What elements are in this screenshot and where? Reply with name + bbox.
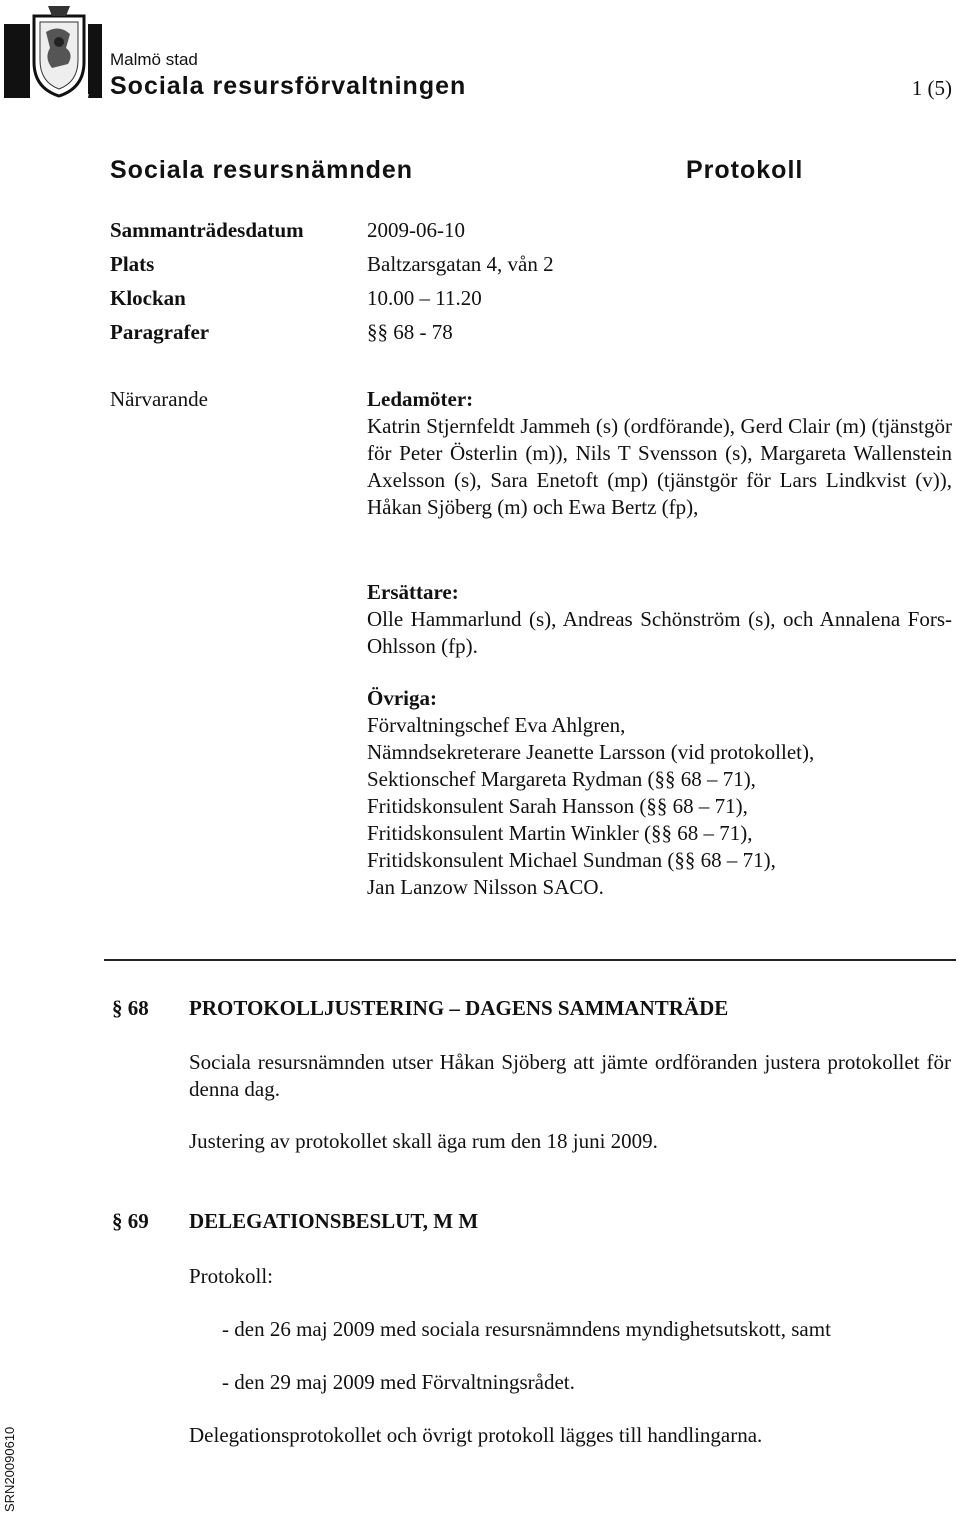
section-68-paragraph-1: Sociala resursnämnden utser Håkan Sjöberg att jämte ordföranden justera protokollet för denna dag. [189,1050,951,1101]
meeting-time-value: 10.00 – 11.20 [367,286,482,310]
substitutes-text: Olle Hammarlund (s), Andreas Schönström (s), och Annalena Fors-Ohlsson (fp). [367,607,952,658]
section-68-title: PROTOKOLLJUSTERING – DAGENS SAMMANTRÄDE [189,996,729,1020]
meeting-paragraphs-value: §§ 68 - 78 [367,320,453,344]
members-text: Katrin Stjernfeldt Jammeh (s) (ordförande), Gerd Clair (m) (tjänstgör för Peter Österlin (m)), Nils T Svensson (s), Margareta Wallenstein Axelsson (s), Sara Enetoft (mp) (tjänstgör för Lars Lindkvist (v)), Håkan Sjöberg (m) och Ewa Bertz (fp), [367,414,952,519]
substitutes-heading: Ersättare: [367,580,459,604]
page-number: 1 (5) [911,76,952,100]
others-heading: Övriga: [367,686,437,710]
meeting-date-label: Sammanträdesdatum [110,218,304,242]
document-side-code: SRN20090610 [2,1426,17,1512]
others-list [367,712,814,901]
malmo-coat-of-arms-icon [4,2,102,98]
list-item: Nämndsekreterare Jeanette Larsson (vid protokollet), [367,740,815,764]
section-69-number: § 69 [112,1209,149,1233]
list-item: Fritidskonsulent Martin Winkler (§§ 68 – 71), [367,821,753,845]
section-69-title: DELEGATIONSBESLUT, M M [189,1209,479,1233]
section-divider [104,959,956,961]
section-69-item-1: - den 26 maj 2009 med sociala resursnämndens myndighetsutskott, samt [222,1317,831,1341]
section-69-closing: Delegationsprotokollet och övrigt protokoll lägges till handlingarna. [189,1423,763,1447]
list-item: Fritidskonsulent Michael Sundman (§§ 68 – 71), [367,848,776,872]
meeting-place-label: Plats [110,252,155,276]
document-type: Protokoll [686,156,804,184]
attendance-label: Närvarande [110,387,208,411]
section-69-item-2: - den 29 maj 2009 med Förvaltningsrådet. [222,1370,575,1394]
list-item: Sektionschef Margareta Rydman (§§ 68 – 71), [367,767,756,791]
meeting-place-value: Baltzarsgatan 4, vån 2 [367,252,554,276]
meeting-paragraphs-label: Paragrafer [110,320,210,344]
section-68-paragraph-2: Justering av protokollet skall äga rum den 18 juni 2009. [189,1129,658,1153]
section-68-number: § 68 [112,996,149,1020]
city-name: Malmö stad [110,50,198,69]
members-heading: Ledamöter: [367,387,474,411]
list-item: Fritidskonsulent Sarah Hansson (§§ 68 – 71), [367,794,748,818]
section-69-intro: Protokoll: [189,1264,274,1288]
meeting-time-label: Klockan [110,286,186,310]
list-item: Jan Lanzow Nilsson SACO. [367,875,604,899]
meeting-date-value: 2009-06-10 [367,218,465,242]
list-item: Förvaltningschef Eva Ahlgren, [367,713,626,737]
board-name: Sociala resursnämnden [110,156,414,184]
administration-name: Sociala resursförvaltningen [110,72,467,100]
